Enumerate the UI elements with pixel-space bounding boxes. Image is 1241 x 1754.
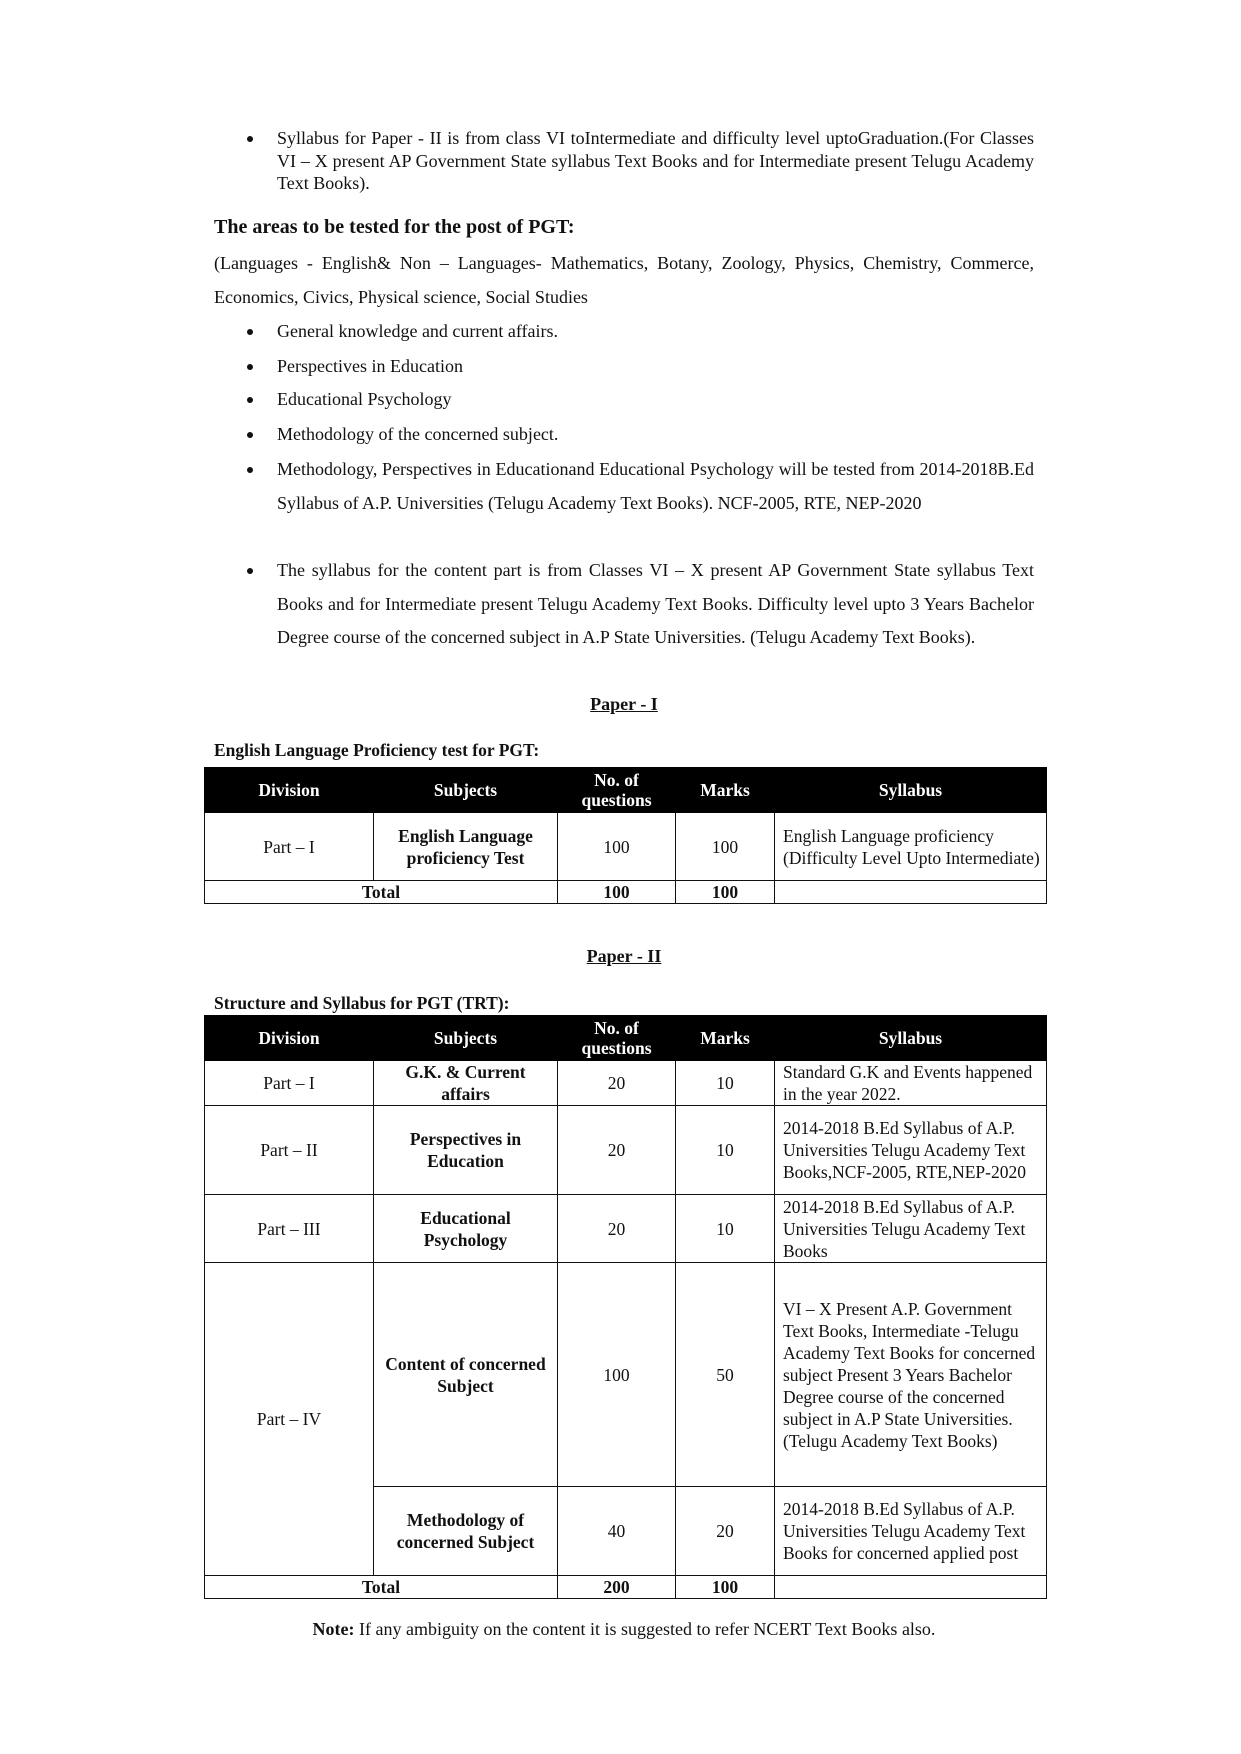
header-division: Division bbox=[205, 1016, 374, 1061]
table-header-row bbox=[205, 768, 1047, 813]
marks-cell: 10 bbox=[676, 1106, 775, 1195]
area-item: The syllabus for the content part is from Classes VI – X present AP Government State syllabus Text Books and for Intermediate present Telugu Academy Text Books. Difficulty level upto 3 Years Bachelor Degree course of the concerned subject in A.P State Universities. (Telugu Academy Text Books). bbox=[277, 560, 1034, 647]
bullet-icon bbox=[247, 568, 253, 574]
bullet-icon bbox=[247, 397, 253, 403]
syllabus-cell: VI – X Present A.P. Government Text Books, Intermediate -Telugu Academy Text Books for concerned subject Present 3 Years Bachelor Degree course of the concerned subject in A.P State Universities. (Telugu Academy Text Books) bbox=[775, 1263, 1047, 1487]
header-questions: No. of questions bbox=[558, 768, 676, 813]
table-row bbox=[205, 813, 1047, 881]
bullet-icon bbox=[247, 136, 253, 142]
division-cell: Part – I bbox=[205, 1061, 374, 1106]
total-label: Total bbox=[205, 1576, 558, 1599]
syllabus-cell: 2014-2018 B.Ed Syllabus of A.P. Universities Telugu Academy Text Books for concerned applied post bbox=[775, 1487, 1047, 1576]
areas-heading: The areas to be tested for the post of PGT: bbox=[214, 216, 575, 238]
header-syllabus: Syllabus bbox=[775, 1016, 1047, 1061]
total-syllabus bbox=[775, 1576, 1047, 1599]
syllabus-cell: Standard G.K and Events happened in the year 2022. bbox=[775, 1061, 1047, 1106]
intro-bullet: Syllabus for Paper - II is from class VI toIntermediate and difficulty level uptoGraduation.(For Classes VI – X present AP Government State syllabus Text Books and for Intermediate present Telugu Academy Text Books). bbox=[277, 128, 1034, 193]
total-marks: 100 bbox=[676, 881, 775, 904]
header-division: Division bbox=[205, 768, 374, 813]
marks-cell: 50 bbox=[676, 1263, 775, 1487]
note-label: Note: bbox=[312, 1619, 355, 1639]
subject-cell: English Language proficiency Test bbox=[374, 813, 558, 881]
questions-cell: 20 bbox=[558, 1106, 676, 1195]
questions-cell: 20 bbox=[558, 1061, 676, 1106]
questions-cell: 20 bbox=[558, 1195, 676, 1263]
subject-cell: Content of concerned Subject bbox=[374, 1263, 558, 1487]
total-syllabus bbox=[775, 881, 1047, 904]
table-header-row bbox=[205, 1016, 1047, 1061]
questions-cell: 100 bbox=[558, 813, 676, 881]
note bbox=[0, 1619, 1241, 1640]
paper2-table bbox=[204, 1015, 1047, 1599]
subject-cell: Educational Psychology bbox=[374, 1195, 558, 1263]
subject-cell: G.K. & Current affairs bbox=[374, 1061, 558, 1106]
note-text: If any ambiguity on the content it is suggested to refer NCERT Text Books also. bbox=[354, 1619, 936, 1639]
header-marks: Marks bbox=[676, 768, 775, 813]
syllabus-cell: 2014-2018 B.Ed Syllabus of A.P. Universities Telugu Academy Text Books bbox=[775, 1195, 1047, 1263]
subject-cell: Methodology of concerned Subject bbox=[374, 1487, 558, 1576]
table-row bbox=[205, 1195, 1047, 1263]
questions-cell: 40 bbox=[558, 1487, 676, 1576]
paper2-caption: Structure and Syllabus for PGT (TRT): bbox=[214, 993, 510, 1013]
marks-cell: 10 bbox=[676, 1195, 775, 1263]
marks-cell: 100 bbox=[676, 813, 775, 881]
area-item: Methodology, Perspectives in Educationand Educational Psychology will be tested from 2014-2018B.Ed Syllabus of A.P. Universities (Telugu Academy Text Books). NCF-2005, RTE, NEP-2020 bbox=[277, 459, 1034, 513]
bullet-icon bbox=[247, 432, 253, 438]
bullet-icon bbox=[247, 467, 253, 473]
bullet-icon bbox=[247, 364, 253, 370]
total-questions: 200 bbox=[558, 1576, 676, 1599]
header-marks: Marks bbox=[676, 1016, 775, 1061]
bullet-icon bbox=[247, 329, 253, 335]
total-row bbox=[205, 881, 1047, 904]
header-questions: No. of questions bbox=[558, 1016, 676, 1061]
division-cell: Part – I bbox=[205, 813, 374, 881]
table-row bbox=[205, 1061, 1047, 1106]
marks-cell: 20 bbox=[676, 1487, 775, 1576]
areas-paragraph: (Languages - English& Non – Languages- Mathematics, Botany, Zoology, Physics, Chemistry, Commerce, Economics, Civics, Physical science, Social Studies bbox=[214, 253, 1034, 307]
subject-cell: Perspectives in Education bbox=[374, 1106, 558, 1195]
paper1-table bbox=[204, 767, 1047, 904]
division-cell: Part – III bbox=[205, 1195, 374, 1263]
header-subjects: Subjects bbox=[374, 768, 558, 813]
header-syllabus: Syllabus bbox=[775, 768, 1047, 813]
paper1-title: Paper - I bbox=[590, 694, 658, 714]
total-marks: 100 bbox=[676, 1576, 775, 1599]
paper2-title: Paper - II bbox=[586, 946, 662, 966]
total-row bbox=[205, 1576, 1047, 1599]
total-label: Total bbox=[205, 881, 558, 904]
area-item: Perspectives in Education bbox=[277, 356, 463, 376]
area-item: General knowledge and current affairs. bbox=[277, 321, 559, 341]
area-item: Educational Psychology bbox=[277, 389, 452, 409]
table-row bbox=[205, 1106, 1047, 1195]
header-subjects: Subjects bbox=[374, 1016, 558, 1061]
marks-cell: 10 bbox=[676, 1061, 775, 1106]
division-cell: Part – II bbox=[205, 1106, 374, 1195]
syllabus-cell: English Language proficiency (Difficulty Level Upto Intermediate) bbox=[775, 813, 1047, 881]
division-cell: Part – IV bbox=[205, 1263, 374, 1576]
questions-cell: 100 bbox=[558, 1263, 676, 1487]
paper1-caption: English Language Proficiency test for PGT: bbox=[214, 740, 540, 760]
area-item: Methodology of the concerned subject. bbox=[277, 424, 559, 444]
total-questions: 100 bbox=[558, 881, 676, 904]
syllabus-cell: 2014-2018 B.Ed Syllabus of A.P. Universities Telugu Academy Text Books,NCF-2005, RTE,NEP-2020 bbox=[775, 1106, 1047, 1195]
table-row bbox=[205, 1263, 1047, 1487]
